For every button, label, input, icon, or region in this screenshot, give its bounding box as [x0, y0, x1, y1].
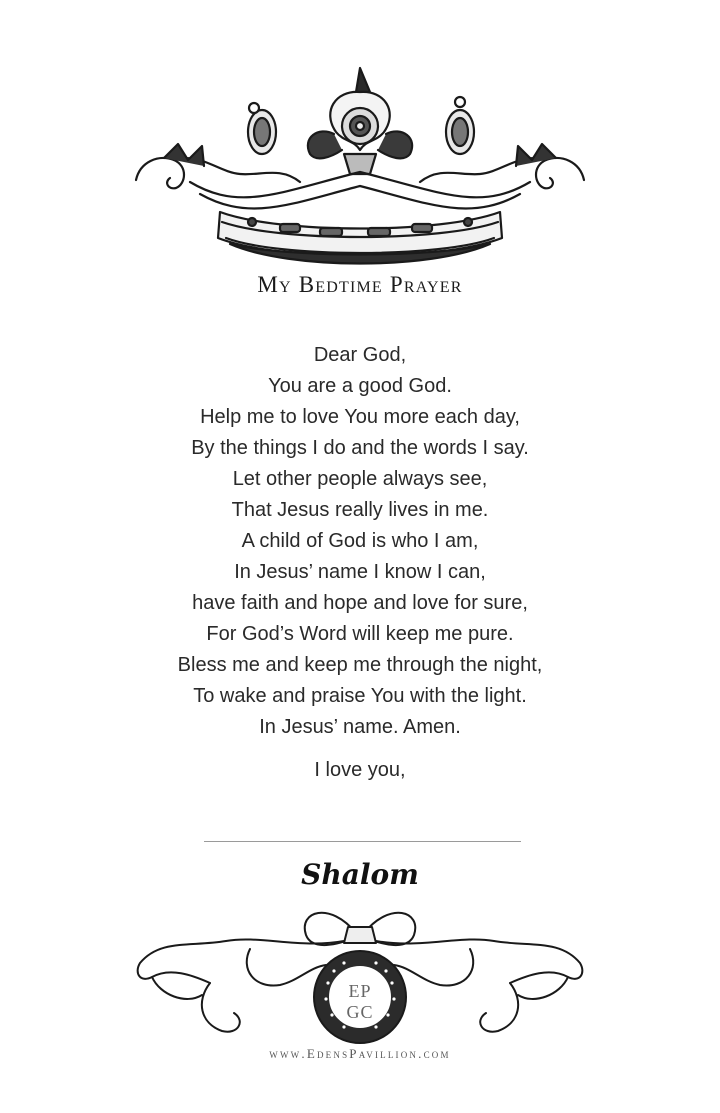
divider-line: [204, 841, 521, 842]
prayer-text: [0, 340, 720, 743]
prayer-line: Let other people always see,: [232, 468, 488, 490]
prayer-line: You are a good God.: [268, 375, 452, 397]
prayer-line: A child of God is who I am,: [241, 530, 479, 552]
prayer-line: Bless me and keep me through the night,: [177, 654, 543, 676]
monogram-top: EP: [348, 981, 372, 1001]
website-link[interactable]: www.EdensPavillion.com: [269, 1046, 451, 1061]
prayer-line: To wake and praise You with the light.: [193, 685, 527, 707]
prayer-line: Help me to love You more each day,: [200, 406, 520, 428]
prayer-line: In Jesus’ name. Amen.: [259, 716, 461, 738]
crown-icon: [130, 62, 590, 272]
prayer-title: My Bedtime Prayer: [257, 272, 463, 297]
prayer-closing: I love you,: [314, 759, 406, 781]
monogram-bottom: GC: [346, 1002, 374, 1022]
prayer-line: Dear God,: [313, 344, 407, 366]
ribbon-icon: [130, 905, 590, 1055]
signoff-shalom: Shalom: [301, 858, 419, 891]
prayer-line: By the things I do and the words I say.: [191, 437, 529, 459]
prayer-line: For God’s Word will keep me pure.: [206, 623, 514, 645]
prayer-line: That Jesus really lives in me.: [231, 499, 489, 521]
prayer-line: have faith and hope and love for sure,: [192, 592, 528, 614]
prayer-line: In Jesus’ name I know I can,: [234, 561, 486, 583]
